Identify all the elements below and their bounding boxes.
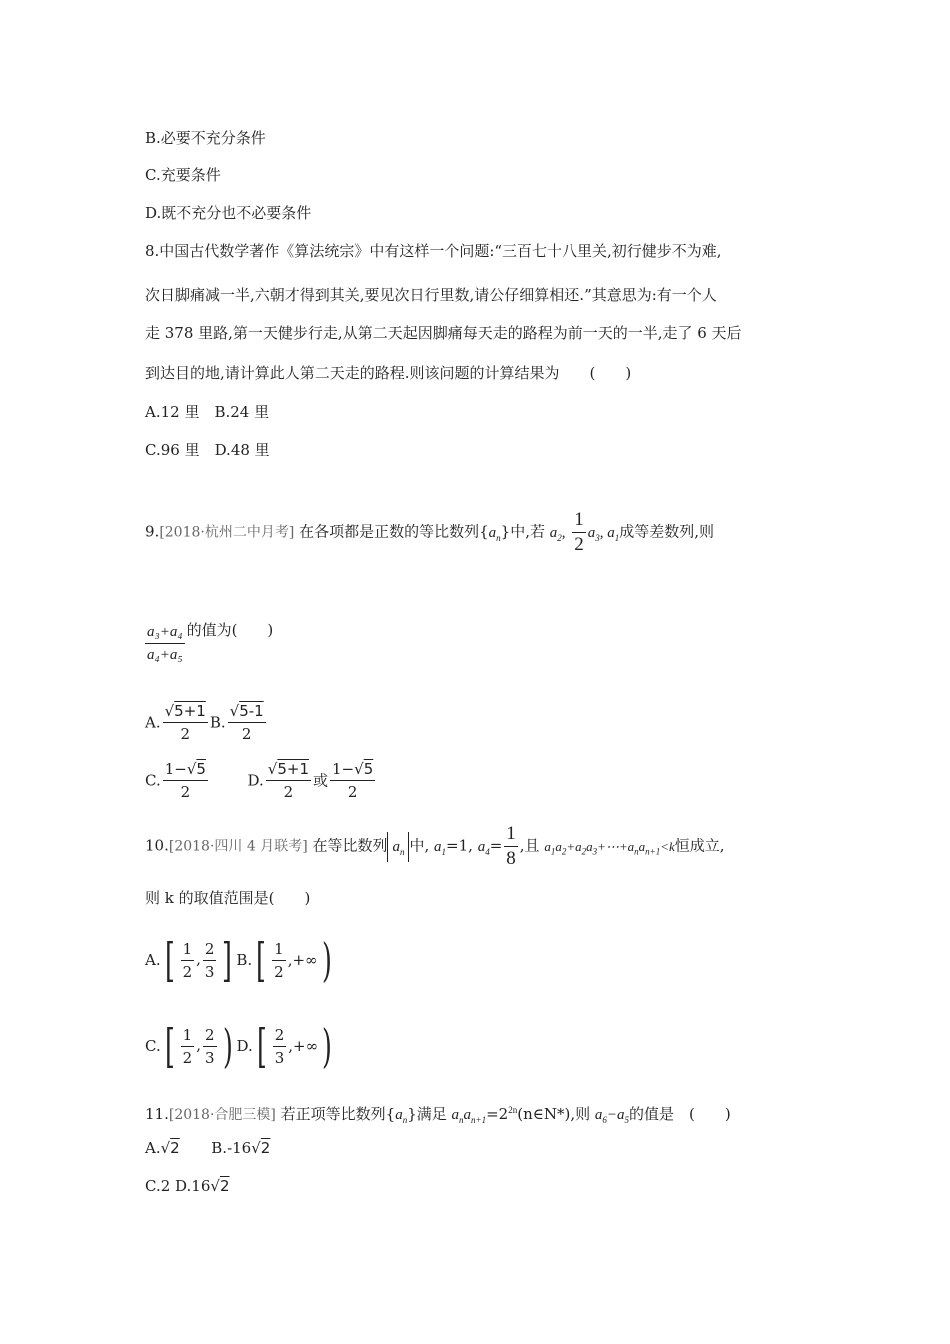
q9-ratio-fraction: $\frac{\text{a₃+a₄}}{\text{a₄+a₅}}$ [145, 621, 185, 666]
q9-option-c-fraction: $\frac{1-√5}{2}$ [164, 760, 206, 801]
q11-options-ab: A.√2 B.-16√2 [145, 1139, 271, 1157]
q9-option-b-fraction: $\frac{√5-1}{2}$ [229, 702, 264, 743]
q10-number: 10. [145, 836, 169, 855]
q8-options-ab: A.12 里 B.24 里 [145, 403, 270, 421]
q8-stem-line3: 走 378 里路,第一天健步行走,从第二天起因脚痛每天走的路程为前一天的一半,走了 6 天后 [145, 324, 742, 342]
q9-source: [2018·杭州二中月考] [159, 524, 295, 541]
q10-source: [2018·四川 4 月联考] [168, 838, 308, 855]
q9-options-ab: A. $\frac{√5+1}{2}$ B. $\frac{√5-1}{2}$ [145, 702, 264, 743]
q9-half-fraction: $\frac{1}{2}$ [574, 509, 584, 555]
q8-stem-line1: 8.中国古代数学著作《算法统宗》中有这样一个问题:“三百七十八里关,初行健步不为难, [145, 242, 722, 260]
q10-stem-a: 在等比数列 [312, 836, 388, 855]
q10-stem-d: 恒成立, [674, 836, 725, 855]
q10-stem-b: 中, [409, 836, 430, 855]
q10-stem: 10.[2018·四川 4 月联考] 在等比数列 $a_n$ 中, $a_1=1$, $a_4=$ $\frac{1}{8}$ ,且 $a_1a_2+a_2a_3+\cdots+a_na_{n+1}<k$恒成立, [145, 823, 725, 869]
q9-option-d1-fraction: $\frac{√5+1}{2}$ [267, 760, 309, 801]
q9-number: 9. [145, 522, 160, 541]
q11-number: 11. [145, 1105, 169, 1123]
q11-options-cd: C.2 D.16√2 [145, 1177, 230, 1195]
q10-options-cd: C.[ $\frac{1}{2}$ , $\frac{2}{3}$ ) D.[ $\frac{2}{3}$ ,+∞) [145, 1019, 333, 1073]
q9-option-d2-fraction: $\frac{1-√5}{2}$ [332, 760, 374, 801]
q9-stem: 9.[2018·杭州二中月考] 在各项都是正数的等比数列$\{a_n\}$中,若 $a_2$, $\frac{1}{2}$ $a_3$, $a_1$成等差数列,则 [145, 509, 715, 555]
q8-stem-line2: 次日脚痛减一半,六朝才得到其关,要见次日行里数,请公仔细算相还.”其意思为:有一个人 [145, 286, 717, 304]
q10-a4-fraction: $\frac{1}{8}$ [506, 823, 516, 869]
q9-stem-a: 在各项都是正数的等比数列{ [299, 522, 489, 541]
q7-option-d: D.既不充分也不必要条件 [145, 204, 312, 222]
q11-source: [2018·合肥三模] [168, 1107, 276, 1123]
q9-tail: 的值为( ) [186, 621, 274, 639]
q9-stem-c: 成等差数列,则 [619, 522, 715, 541]
q8-options-cd: C.96 里 D.48 里 [145, 441, 270, 459]
q9-expression [145, 618, 273, 666]
q9-stem-b: }中,若 [500, 522, 545, 541]
q9-options-cd: C. $\frac{1-√5}{2}$ D. $\frac{√5+1}{2}$ 或 $\frac{1-√5}{2}$ [145, 760, 374, 801]
q10-options-ab: A.[ $\frac{1}{2}$ , $\frac{2}{3}$ ] B.[ $\frac{1}{2}$ ,+∞) [145, 933, 332, 987]
q10-stem-line2: 则 k 的取值范围是( ) [145, 889, 311, 907]
q9-option-a-fraction: $\frac{√5+1}{2}$ [164, 702, 206, 743]
q8-stem-line4: 到达目的地,请计算此人第二天走的路程.则该问题的计算结果为 ( ) [145, 364, 632, 382]
q7-option-b: B.必要不充分条件 [145, 129, 266, 147]
q7-option-c: C.充要条件 [145, 166, 221, 184]
q11-stem: 11.[2018·合肥三模] 若正项等比数列$\{a_n\}$满足 $a_na_{n+1}=2^{2n}(n\in N*)$,则 $a_6-a_5$的值是 ( ) [145, 1105, 731, 1125]
